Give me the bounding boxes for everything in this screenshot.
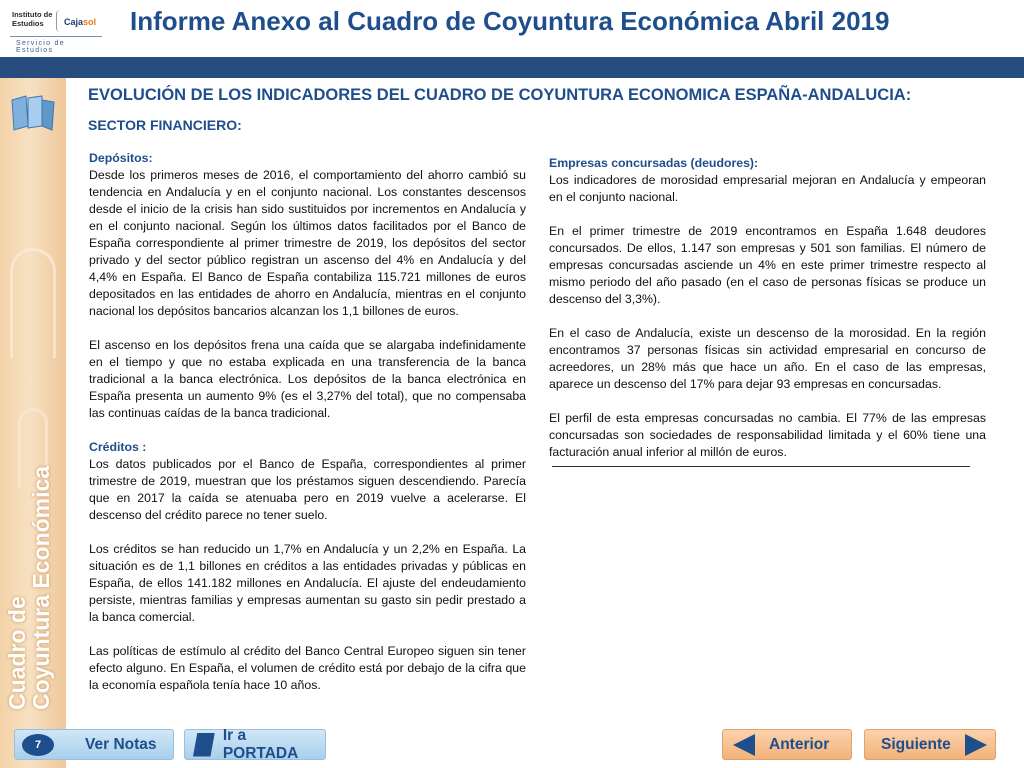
sidebar-vertical-line1: Cuadro de xyxy=(4,596,30,710)
arch-decoration xyxy=(10,248,56,358)
empresas-paragraph-4: El perfil de esta empresas concursadas no cambia. El 77% de las empresas concursadas son sociedades de responsabilidad limitada y el 60% tiene una facturación anual inferior al millón de euros. xyxy=(549,411,986,459)
empresas-paragraph-1: Los indicadores de morosidad empresarial mejoran en Andalucía y empeoran en el conjunto nacional. xyxy=(549,173,986,204)
logo-service-text: Servicio de Estudios xyxy=(16,40,65,54)
page-number-badge: 7 xyxy=(22,734,54,756)
siguiente-label: Siguiente xyxy=(881,735,951,753)
header-bar xyxy=(0,57,1024,78)
logo-brand xyxy=(64,17,96,27)
section-title: EVOLUCIÓN DE LOS INDICADORES DEL CUADRO DE COYUNTURA ECONOMICA ESPAÑA-ANDALUCIA: xyxy=(88,86,912,104)
anterior-button[interactable] xyxy=(722,729,852,760)
arrow-left-icon xyxy=(733,734,755,756)
ir-portada-button[interactable] xyxy=(184,726,326,762)
empresas-heading: Empresas concursadas (deudores): xyxy=(549,156,759,170)
depositos-paragraph-2: El ascenso en los depósitos frena una caída que se alargaba indefinidamente en el tiempo y que no estaba explicada en una transferencia de la banca tradicional a la banca electrónica. Los depósitos de la banca electrónica en España presenta un aumento 9% (es el 3,27% del total), que no compensaba las continuas caídas de la banca tradicional. xyxy=(89,338,526,420)
logo-separator xyxy=(56,10,62,32)
logo-institute-text: Instituto de Estudios xyxy=(12,10,53,28)
home-book-icon xyxy=(193,733,215,757)
arrow-right-icon xyxy=(965,734,987,756)
logo xyxy=(6,4,102,54)
anterior-label: Anterior xyxy=(769,735,830,753)
creditos-paragraph-1: Los datos publicados por el Banco de España, correspondientes al primer trimestre de 2019, muestran que los préstamos siguen descendiendo. Parecía que en 2017 la caída se atenuaba pero en 2019 vuelve a acelerarse. El descenso del crédito parece no tener suelo. xyxy=(89,457,526,522)
left-column xyxy=(89,150,526,694)
sidebar-vertical-title xyxy=(6,466,54,710)
section-end-rule xyxy=(552,466,970,467)
empresas-paragraph-3: En el caso de Andalucía, existe un descenso de la morosidad. En la región encontramos 37 personas físicas sin actividad empresarial en concurso de acreedores, un 28% más que hace un año. En el caso de las empresas, aparece un descenso del 17% para dejar 93 empresas en concursadas. xyxy=(549,326,986,391)
depositos-heading: Depósitos: xyxy=(89,151,153,165)
logo-brand-a: Caja xyxy=(64,17,84,27)
right-column xyxy=(549,155,986,467)
logo-brand-b: sol xyxy=(83,17,97,27)
section-subtitle: SECTOR FINANCIERO: xyxy=(88,117,242,133)
ir-portada-label: Ir a PORTADA xyxy=(222,726,299,762)
depositos-paragraph-1: Desde los primeros meses de 2016, el comportamiento del ahorro cambió su tendencia en Andalucía y en el conjunto nacional. Los constantes descensos desde el inicio de la crisis han sido sustituidos por incrementos en Andalucía y en el conjunto nacional. Según los últimos datos facilitados por el Banco de España correspondiente al primer trimestre de 2019, los depósitos del sector privado y del sector público registran un ascenso del 4% en Andalucía y del 4,4% en España. El Banco de España contabiliza 115.721 millones de euros depositados en las entidades de ahorro en Andalucía, mientras en el conjunto nacional los depósitos bancarios alcanzan los 1,1 billones de euros. xyxy=(89,168,526,318)
creditos-heading: Créditos : xyxy=(89,440,147,454)
creditos-paragraph-2: Los créditos se han reducido un 1,7% en Andalucía y un 2,2% en España. La situación es de 1,1 billones en créditos a las entidades privadas y públicas en España, de ellos 141.182 millones en Andalucía. El ajuste del endeudamiento persiste, mientras familias y empresas aumentan su gasto sin pedir prestado a la banca comercial. xyxy=(89,542,526,624)
sidebar-vertical-line2: Coyuntura Económica xyxy=(28,465,54,710)
page-title: Informe Anexo al Cuadro de Coyuntura Económica Abril 2019 xyxy=(130,6,890,36)
creditos-paragraph-3: Las políticas de estímulo al crédito del Banco Central Europeo siguen sin tener efecto alguno. En España, el volumen de crédito está por debajo de la cifra que la economía española tenía hace 10 años. xyxy=(89,644,526,692)
books-icon xyxy=(8,92,58,132)
logo-divider xyxy=(10,36,102,37)
siguiente-button[interactable] xyxy=(864,729,996,760)
empresas-paragraph-2: En el primer trimestre de 2019 encontramos en España 1.648 deudores concursados. De ellos, 1.147 son empresas y 501 son familias. El número de empresas concursadas asciende un 4% en este primer trimestre respecto al mismo periodo del año pasado (en el caso de personas físicas se produce un descenso del 3,3%). xyxy=(549,224,986,306)
ver-notas-label: Ver Notas xyxy=(85,735,157,753)
